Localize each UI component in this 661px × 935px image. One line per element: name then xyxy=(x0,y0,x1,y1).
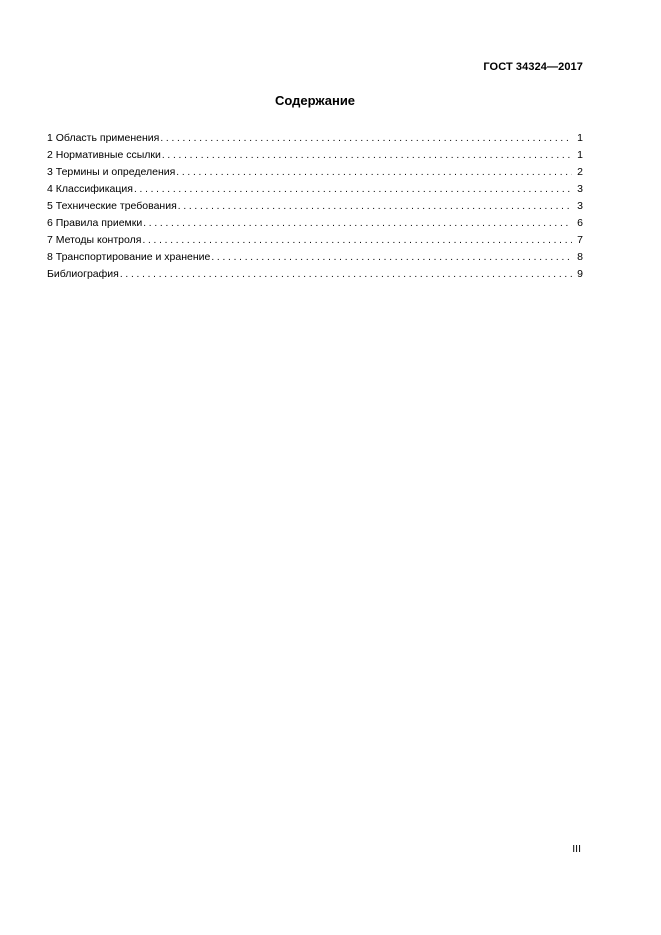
toc-entry-classification[interactable] xyxy=(47,181,583,198)
toc-entry-acceptance-rules[interactable] xyxy=(47,215,583,232)
toc-entry-label: Библиография xyxy=(47,268,119,280)
toc-entry-label: 2 Нормативные ссылки xyxy=(47,149,161,161)
toc-entry-label: 5 Технические требования xyxy=(47,200,177,212)
document-code: ГОСТ 34324—2017 xyxy=(483,61,583,73)
toc-dot-leader xyxy=(176,164,572,181)
toc-dot-leader xyxy=(160,130,572,147)
page-number: III xyxy=(572,843,581,855)
toc-dot-leader xyxy=(211,249,572,266)
toc-dot-leader xyxy=(143,215,572,232)
toc-dot-leader xyxy=(120,266,572,283)
toc-entry-terms-definitions[interactable] xyxy=(47,164,583,181)
toc-entry-scope[interactable] xyxy=(47,130,583,147)
toc-entry-page: 7 xyxy=(577,234,583,246)
toc-entry-label: 6 Правила приемки xyxy=(47,217,143,229)
toc-entry-page: 3 xyxy=(577,200,583,212)
toc-entry-control-methods[interactable] xyxy=(47,232,583,249)
toc-entry-page: 6 xyxy=(577,217,583,229)
toc-entry-page: 3 xyxy=(577,183,583,195)
toc-dot-leader xyxy=(162,147,572,164)
table-of-contents xyxy=(47,130,583,283)
toc-entry-page: 8 xyxy=(577,251,583,263)
toc-title: Содержание xyxy=(274,93,356,108)
toc-entry-label: 7 Методы контроля xyxy=(47,234,142,246)
toc-entry-label: 1 Область применения xyxy=(47,132,160,144)
toc-entry-transport-storage[interactable] xyxy=(47,249,583,266)
toc-entry-page: 2 xyxy=(577,166,583,178)
toc-dot-leader xyxy=(178,198,572,215)
toc-entry-bibliography[interactable] xyxy=(47,266,583,283)
toc-dot-leader xyxy=(134,181,572,198)
toc-entry-label: 3 Термины и определения xyxy=(47,166,176,178)
toc-entry-technical-requirements[interactable] xyxy=(47,198,583,215)
toc-entry-normative-references[interactable] xyxy=(47,147,583,164)
toc-entry-page: 1 xyxy=(577,132,583,144)
toc-entry-page: 9 xyxy=(577,268,583,280)
toc-entry-page: 1 xyxy=(577,149,583,161)
toc-dot-leader xyxy=(142,232,572,249)
toc-entry-label: 8 Транспортирование и хранение xyxy=(47,251,211,263)
toc-entry-label: 4 Классификация xyxy=(47,183,133,195)
